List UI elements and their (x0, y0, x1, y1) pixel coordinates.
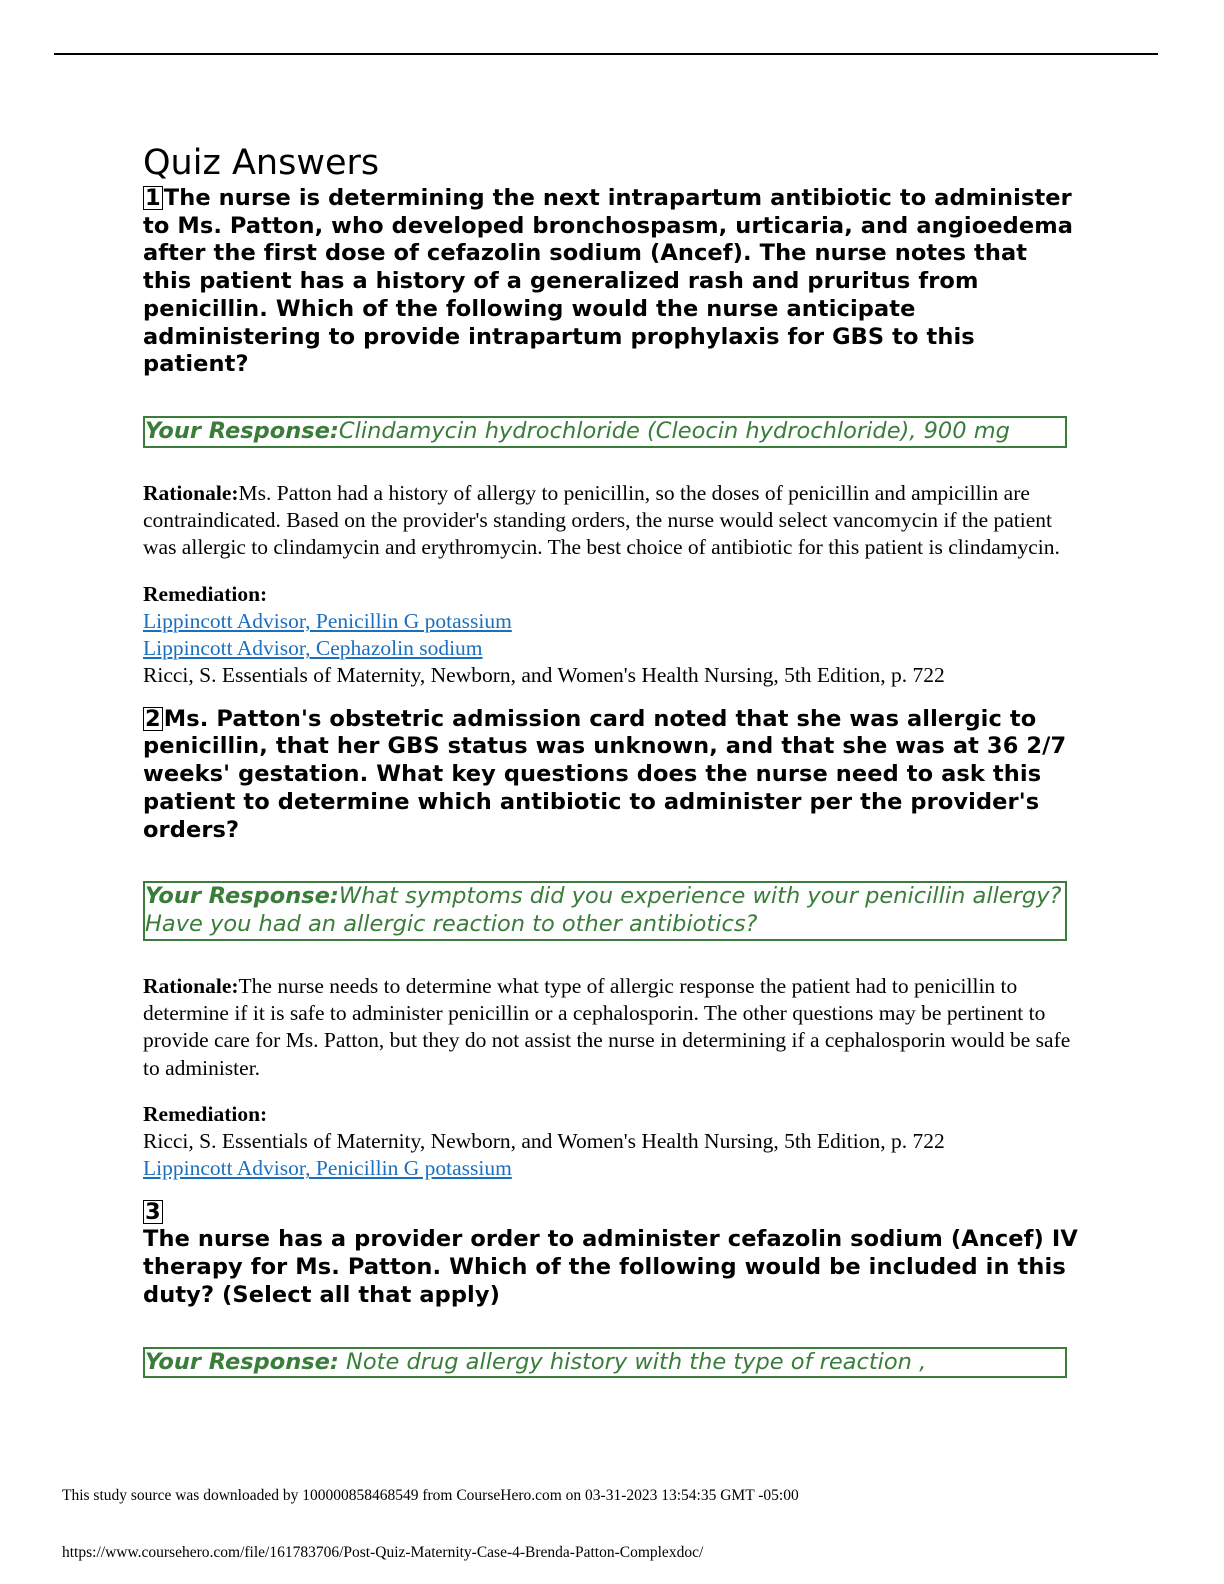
page-title: Quiz Answers (143, 143, 380, 183)
question-3-text: The nurse has a provider order to administer cefazolin sodium (Ancef) IV therapy for Ms. Patton. Which of the following would be included in this duty? (Select all that apply) (143, 1226, 1078, 1308)
remediation-label: Remediation: (143, 1101, 268, 1126)
rationale (143, 480, 1083, 562)
response-text: What symptoms did you experience with your penicillin allergy? Have you had an allergic reaction to other antibiotics? (145, 883, 1062, 937)
question-3 (143, 1199, 1083, 1379)
response-box (143, 881, 1067, 940)
question-2 (143, 706, 1083, 1183)
response-text: Clindamycin hydrochloride (Cleocin hydrochloride), 900 mg (338, 417, 1010, 444)
response-box (143, 416, 1067, 448)
response-label: Your Response: (145, 1348, 339, 1375)
question-text: The nurse is determining the next intrapartum antibiotic to administer to Ms. Patton, who developed bronchospasm, urticaria, and angioedema after the first dose of cefazolin sodium (Ancef). The nurse notes that this patient has a history of a generalized rash and pruritus from penicillin. Which of the following would the nurse anticipate administering to provide intrapartum prophylaxis for GBS to this patient? (143, 185, 1074, 378)
rationale-text: Ms. Patton had a history of allergy to penicillin, so the doses of penicillin and ampicillin are contraindicated. Based on the provider's standing orders, the nurse would select vancomycin if the patient was allergic to clindamycin and erythromycin. The best choice of antibiotic for this patient is clindamycin. (143, 480, 1060, 560)
question-number-box: 1 (145, 185, 161, 211)
remediation-reference: Ricci, S. Essentials of Maternity, Newborn, and Women's Health Nursing, 5th Edition, p. 722 (143, 663, 945, 688)
footer-source: This study source was downloaded by 100000858468549 from CourseHero.com on 03-31-2023 13:54:35 GMT -05:00 (62, 1487, 799, 1504)
rationale-label: Rationale: (143, 480, 239, 505)
remediation-link[interactable]: Lippincott Advisor, Cephazolin sodium (143, 636, 483, 661)
response-label: Your Response: (145, 417, 339, 444)
rationale-text: The nurse needs to determine what type of allergic response the patient had to penicillin to determine if it is safe to administer penicillin or a cephalosporin. The other questions may be pertinent to provide care for Ms. Patton, but they do not assist the nurse in determining if a cephalosporin would be safe to administer. (143, 973, 1071, 1080)
question-number-box: 2 (145, 705, 161, 732)
response-box (143, 1347, 1067, 1379)
question-1-text (143, 185, 1083, 379)
remediation-link[interactable]: Lippincott Advisor, Penicillin G potassium (143, 608, 512, 633)
rationale-label: Rationale: (143, 973, 239, 998)
top-rule (54, 53, 1158, 55)
remediation-link[interactable]: Lippincott Advisor, Penicillin G potassium (143, 1156, 512, 1181)
remediation-label: Remediation: (143, 581, 268, 606)
quiz-content (143, 142, 1083, 1378)
response-label: Your Response: (145, 883, 339, 910)
question-3-number-line (143, 1199, 1083, 1227)
remediation (143, 1101, 1083, 1183)
question-text: Ms. Patton's obstetric admission card noted that she was allergic to penicillin, that her GBS status was unknown, and that she was at 36 2/7 weeks' gestation. What key questions does the nurse need to ask this patient to determine which antibiotic to administer per the provider's orders? (143, 705, 1067, 843)
question-1 (143, 185, 1083, 690)
question-2-text (143, 706, 1083, 845)
rationale (143, 973, 1083, 1082)
footer-url: https://www.coursehero.com/file/161783706/Post-Quiz-Maternity-Case-4-Brenda-Patton-Complexdoc/ (62, 1544, 704, 1561)
remediation (143, 581, 1083, 690)
response-text: Note drug allergy history with the type of reaction , (338, 1348, 927, 1375)
remediation-reference: Ricci, S. Essentials of Maternity, Newborn, and Women's Health Nursing, 5th Edition, p. 722 (143, 1129, 945, 1154)
question-number-box: 3 (145, 1198, 161, 1225)
